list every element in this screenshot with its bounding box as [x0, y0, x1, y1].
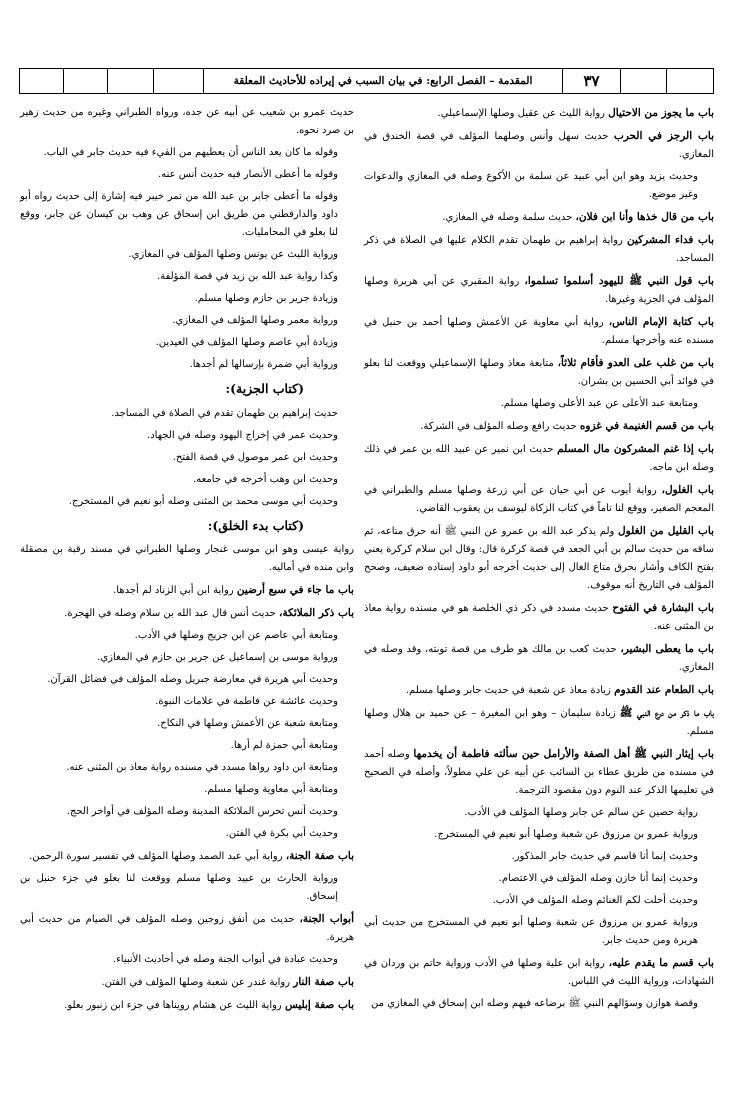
- book-title: (كتاب بدء الخلق):: [207, 517, 304, 533]
- paragraph-text: حديث إبراهيم بن طهمان تقدم في الصلاة في المساجد.: [111, 407, 338, 419]
- paragraph-text: رواية أبي معاوية عن الأعمش وصلها أحمد بن حنبل في مسنده عنه وأخرجها مسلم.: [364, 317, 714, 346]
- paragraph-text: وقوله ما كان يعد الناس أن يعطيهم من الفيء فيه حديث جابر في الباب.: [43, 147, 338, 158]
- header-cell-empty: [20, 69, 64, 93]
- paragraph-text: رواية عيسى وهو ابن موسى غنجار وصلها الطبراني في مسند رقبة بن مصقلة وابن منده في أماليه.: [20, 544, 354, 573]
- paragraph: [20, 356, 354, 374]
- header-cell-empty: [64, 69, 108, 93]
- paragraph: [364, 354, 714, 391]
- paragraph-text: رواية الليث عن هشام رويناها في جزء ابن زنبور بعلو.: [64, 1000, 282, 1011]
- chapter-heading: باب إيثار النبي ﷺ أهل الصفة والأرامل حين سألته فاطمة أن يخدمها: [413, 748, 714, 760]
- chapter-heading: باب من غلب على العدو فأقام ثلاثاً،: [557, 357, 715, 369]
- paragraph-text: ورواية الليث عن يونس وصلها المؤلف في المغازي.: [128, 249, 338, 260]
- paragraph-text: ورواية عمرو بن مرزوق عن شعبة وصلها أبو نعيم في المستخرج من حديث أبي هريرة ومن حديث جابر.: [364, 917, 698, 946]
- paragraph-text: ورواية الحارث بن عبيد وصلها مسلم ووقعت لنا بعلو في جزء حنبل بن إسحاق.: [20, 873, 338, 902]
- chapter-heading: باب ما ذكر من درع النبي ﷺ: [619, 707, 714, 719]
- paragraph: [364, 272, 714, 309]
- paragraph-text: رواية غندر عن شعبة وصلها المؤلف في الفتن.: [101, 977, 291, 988]
- paragraph: [364, 704, 714, 741]
- paragraph-text: زيادة معاذ عن شعبة في حديث جابر وصلها مسلم.: [405, 685, 611, 696]
- header-cell-empty: [108, 69, 154, 93]
- paragraph-text: وحديث ابن عمر موصول في قصة الفتح.: [172, 451, 338, 463]
- book-title: (كتاب الجزية):: [225, 381, 304, 396]
- chapter-heading: باب ما يجوز من الاحتيال: [608, 107, 714, 119]
- paragraph-text: وحديث أبي بكرة في الفتن.: [225, 828, 338, 839]
- paragraph-text: رواية أيوب عن أبي حيان عن أبي زرعة وصلها مسلم والطبراني في المعجم الصغير، ووقع لنا تاماً في كتاب الزكاة ليوسف بن يعقوب القاضي.: [364, 485, 714, 514]
- paragraph-text: ومتابعة عبد الأعلى عن عبد الأعلى وصلها مسلم.: [500, 398, 698, 409]
- paragraph: [20, 870, 354, 906]
- paragraph: [20, 825, 354, 843]
- paragraph-text: رواية الليث عن عقيل وصلها الإسماعيلي.: [437, 108, 605, 119]
- paragraph: [20, 737, 354, 755]
- paragraph: [364, 104, 714, 123]
- paragraph-text: زيادة سليمان – وهو ابن المغيرة – عن حميد بن هلال وصلها مسلم.: [364, 708, 714, 737]
- paragraph-text: حديث كعب بن مالك هو طرف من قصة توبته، وقد وصله في المغازي.: [364, 644, 714, 673]
- paragraph-text: حديث مسدد في ذكر ذي الخلصة هو في مسنده رواية معاذ بن المثنى عنه.: [364, 603, 714, 632]
- paragraph-text: متابعة معاذ وصلها الإسماعيلي ووقعت لنا بعلو في فوائد أبي الحسين بن بشران.: [364, 358, 714, 387]
- paragraph: [20, 803, 354, 821]
- paragraph: [364, 522, 714, 595]
- paragraph: [20, 405, 354, 423]
- paragraph-text: وحديث أبي موسى محمد بن المثنى وصله أبو نعيم في المستخرج.: [68, 495, 338, 507]
- paragraph: [20, 144, 354, 162]
- paragraph: [20, 759, 354, 777]
- chapter-heading: باب من قال خذها وأنا ابن فلان،: [575, 211, 714, 223]
- running-header: [19, 68, 714, 94]
- header-cell-empty: [667, 69, 713, 93]
- paragraph: [20, 449, 354, 467]
- paragraph-text: وكذا رواية عبد الله بن زيد في قصة المؤلفة.: [157, 271, 338, 282]
- paragraph: [364, 417, 714, 436]
- paragraph: [20, 627, 354, 645]
- paragraph-text: ومتابعة أبي عاصم عن ابن جريج وصلها في الأدب.: [134, 630, 338, 641]
- chapter-heading: باب كتابة الإمام الناس،: [608, 316, 714, 328]
- paragraph-text: رواية أبي عبد الصمد وصلها المؤلف في تفسير سورة الرحمن.: [29, 851, 283, 862]
- chapter-heading: باب البشارة في الفتوح: [612, 602, 715, 614]
- paragraph: [364, 127, 714, 164]
- paragraph: [20, 604, 354, 623]
- paragraph: [364, 481, 714, 518]
- paragraph: [20, 334, 354, 352]
- paragraph-text: وقوله ما أعطى جابر بن عبد الله من تمر خيبر فيه إشارة إلى حديث رواه أبو داود والدارقطني من طريق ابن إسحاق عن وهب بن كيسان عن جابر، ووقع لنا بعلو في المحامليات.: [20, 191, 338, 238]
- chapter-heading: باب قول النبي ﷺ لليهود أسلموا تسلموا،: [524, 275, 714, 287]
- paragraph-text: وحديث إنما أنا خازن وصله المؤلف في الاعتصام.: [498, 873, 698, 884]
- paragraph-text: حديث من أنفق زوجين وصله المؤلف في الصيام من حديث أبي هريرة.: [20, 914, 354, 943]
- paragraph: [20, 951, 354, 969]
- chapter-heading: باب القليل من الغلول: [618, 525, 714, 537]
- paragraph: [20, 541, 354, 577]
- paragraph-text: وحديث إنما أنا قاسم في حديث جابر المذكور.: [511, 851, 698, 862]
- paragraph: [20, 973, 354, 992]
- paragraph-text: ورواية عمرو بن مرزوق عن شعبة وصلها أبو نعيم في المستخرج.: [434, 829, 698, 840]
- paragraph: [364, 208, 714, 227]
- paragraph: [364, 745, 714, 800]
- header-cell-empty: [154, 69, 204, 93]
- paragraph: [20, 581, 354, 600]
- chapter-heading: باب صفة النار: [293, 976, 354, 988]
- paragraph-text: وزيادة أبي عاصم وصلها المؤلف في العيدين.: [155, 337, 338, 348]
- paragraph-text: وقوله ما أعطى الأنصار فيه حديث أنس عنه.: [158, 169, 338, 180]
- paragraph-text: حديث أنس قال عبد الله بن سلام وصله في الهجرة.: [64, 608, 276, 619]
- paragraph-text: حديث سهل وأنس وصلهما المؤلف في قصة الخندق في المغازي.: [364, 131, 714, 160]
- paragraph: [364, 954, 714, 991]
- right-column: [364, 104, 714, 1017]
- paragraph: [20, 649, 354, 667]
- paragraph: [364, 168, 714, 204]
- paragraph-text: وحديث عائشة عن فاطمة في علامات النبوة.: [155, 696, 338, 707]
- paragraph-text: ومتابعة أبي معاوية وصلها مسلم.: [204, 784, 338, 795]
- paragraph-text: وحديث أبي هريرة في معارضة جبريل وصله المؤلف في فضائل القرآن.: [47, 674, 338, 685]
- paragraph: [20, 847, 354, 866]
- paragraph: [20, 910, 354, 947]
- paragraph-text: وحديث أحلت لكم الغنائم وصله المؤلف في الأدب.: [492, 895, 698, 906]
- paragraph-text: وحديث ابن وهب أخرجه في جامعه.: [193, 473, 338, 485]
- paragraph-text: وحديث يزيد وهو ابن أبي عبيد عن سلمة بن الأكوع وصله في المغازي والدعوات وغير موضع.: [364, 171, 698, 200]
- paragraph-text: وزيادة جرير بن حازم وصلها مسلم.: [194, 293, 338, 304]
- chapter-heading: باب إذا غنم المشركون مال المسلم: [557, 443, 714, 455]
- paragraph-text: وقصة هوازن وسؤالهم النبي ﷺ برضاعه فيهم وصله ابن إسحاق في المغازي من: [371, 998, 698, 1009]
- paragraph: [20, 671, 354, 689]
- paragraph: [20, 246, 354, 264]
- running-title: المقدمة – الفصل الرابع: في بيان السبب في إيراده للأحاديث المعلقة: [204, 69, 563, 93]
- paragraph-text: ومتابعة أبي حمزة لم أرها.: [230, 740, 338, 751]
- chapter-heading: باب صفة إبليس: [284, 999, 354, 1011]
- paragraph: [364, 826, 714, 844]
- paragraph-text: رواية حصين عن سالم عن جابر وصلها المؤلف في الأدب.: [464, 807, 698, 818]
- paragraph: [364, 848, 714, 866]
- page-number: ٣٧: [563, 69, 621, 93]
- paragraph-text: ولم يذكر عبد الله بن عمرو عن النبي ﷺ أنه حرق متاعه، ثم ساقه من حديث سالم بن أبي الجعد في قصة كركرة قال: وقال ابن سلام كركرة يعني بفتح الكاف وأشار بحرق متاع الغال إلى حديث أخرجه أبو داود إسناده ضعيف، وصحح المؤلف في التاريخ أنه موقوف.: [364, 526, 714, 591]
- paragraph: [364, 599, 714, 636]
- paragraph: [364, 313, 714, 350]
- paragraph-text: حديث رافع وصله المؤلف في الشركة.: [420, 421, 577, 432]
- chapter-heading: باب الطعام عند القدوم: [614, 684, 714, 696]
- chapter-heading: باب صفة الجنة،: [285, 850, 354, 862]
- paragraph: [20, 290, 354, 308]
- chapter-heading: باب من قسم الغنيمة في غزوه: [579, 420, 714, 432]
- header-cell-empty: [621, 69, 667, 93]
- paragraph: [20, 471, 354, 489]
- paragraph-text: وحديث عبادة في أبواب الجنة وصله في أحاديث الأنبياء.: [112, 954, 338, 965]
- paragraph-text: وحديث أنس تحرس الملائكة المدينة وصله المؤلف في أواخر الحج.: [66, 806, 338, 817]
- chapter-heading: أبواب الجنة،: [299, 913, 354, 925]
- chapter-heading: باب فداء المشركين: [626, 234, 714, 246]
- chapter-heading: باب الغلول،: [661, 484, 715, 496]
- paragraph: [20, 104, 354, 140]
- paragraph: [20, 427, 354, 445]
- paragraph: [364, 995, 714, 1013]
- paragraph: [364, 914, 714, 950]
- paragraph: [20, 996, 354, 1015]
- paragraph-text: رواية ابن أبي الزناد لم أجدها.: [113, 585, 234, 596]
- paragraph-text: وصله أحمد في مسنده من طريق عطاء بن السائب عن أبيه عن علي مطولاً، وأصله في الصحيح في تعليمها الذكر عند النوم دون مقصود الترجمة.: [364, 749, 714, 796]
- paragraph: [20, 268, 354, 286]
- left-column: [20, 104, 354, 1019]
- paragraph: [364, 395, 714, 413]
- paragraph: [20, 493, 354, 511]
- paragraph: [20, 693, 354, 711]
- paragraph: [20, 781, 354, 799]
- paragraph-text: ورواية أبي ضمرة بإرسالها لم أجدها.: [189, 359, 338, 370]
- paragraph: [364, 804, 714, 822]
- paragraph: [20, 166, 354, 184]
- chapter-heading: باب ذكر الملائكة،: [279, 607, 354, 619]
- paragraph: [364, 640, 714, 677]
- paragraph: [364, 231, 714, 268]
- paragraph-text: حديث عمرو بن شعيب عن أبيه عن جده، ورواه الطبراني وغيره من حديث زهير بن صرد نحوه.: [20, 107, 354, 136]
- paragraph-text: ومتابعة شعبة عن الأعمش وصلها في النكاح.: [157, 718, 338, 729]
- paragraph-text: ورواية موسى بن إسماعيل عن جرير بن حازم في المغازي.: [97, 652, 338, 663]
- chapter-heading: باب الرجز في الحرب: [613, 130, 714, 142]
- chapter-heading: باب ما يعطى البشير،: [620, 643, 715, 655]
- paragraph: [20, 312, 354, 330]
- paragraph-text: ورواية معمر وصلها المؤلف في المغازي.: [172, 315, 338, 326]
- paragraph: [364, 892, 714, 910]
- chapter-heading: باب ما جاء في سبع أرضين: [236, 584, 354, 596]
- paragraph: [364, 870, 714, 888]
- paragraph-text: وحديث عمر في إخراج اليهود وصله في الجهاد.: [147, 429, 338, 441]
- paragraph: [20, 715, 354, 733]
- paragraph-text: ومتابعة ابن داود رواها مسدد في مسنده رواية معاذ بن المثنى عنه.: [66, 762, 338, 773]
- paragraph-text: حديث سلمة وصله في المغازي.: [442, 212, 573, 223]
- paragraph: [364, 681, 714, 700]
- paragraph-text: رواية ابن علية وصلها في الأدب ورواية حاتم بن وردان في الشهادات، ورواية الليث في اللباس.: [364, 958, 714, 987]
- chapter-heading: باب قسم ما يقدم عليه،: [608, 957, 714, 969]
- paragraph: [364, 440, 714, 477]
- paragraph-text: رواية إبراهيم بن طهمان تقدم الكلام عليها في الصلاة في ذكر المساجد.: [364, 235, 714, 264]
- paragraph: [20, 188, 354, 242]
- paragraph-text: حديث ابن نمير عن عبيد الله بن عمر في ذلك وصله ابن ماجه.: [364, 444, 714, 473]
- paragraph-text: رواية المقبري عن أبي هريرة وصلها المؤلف في الجزية وغيرها.: [364, 276, 714, 305]
